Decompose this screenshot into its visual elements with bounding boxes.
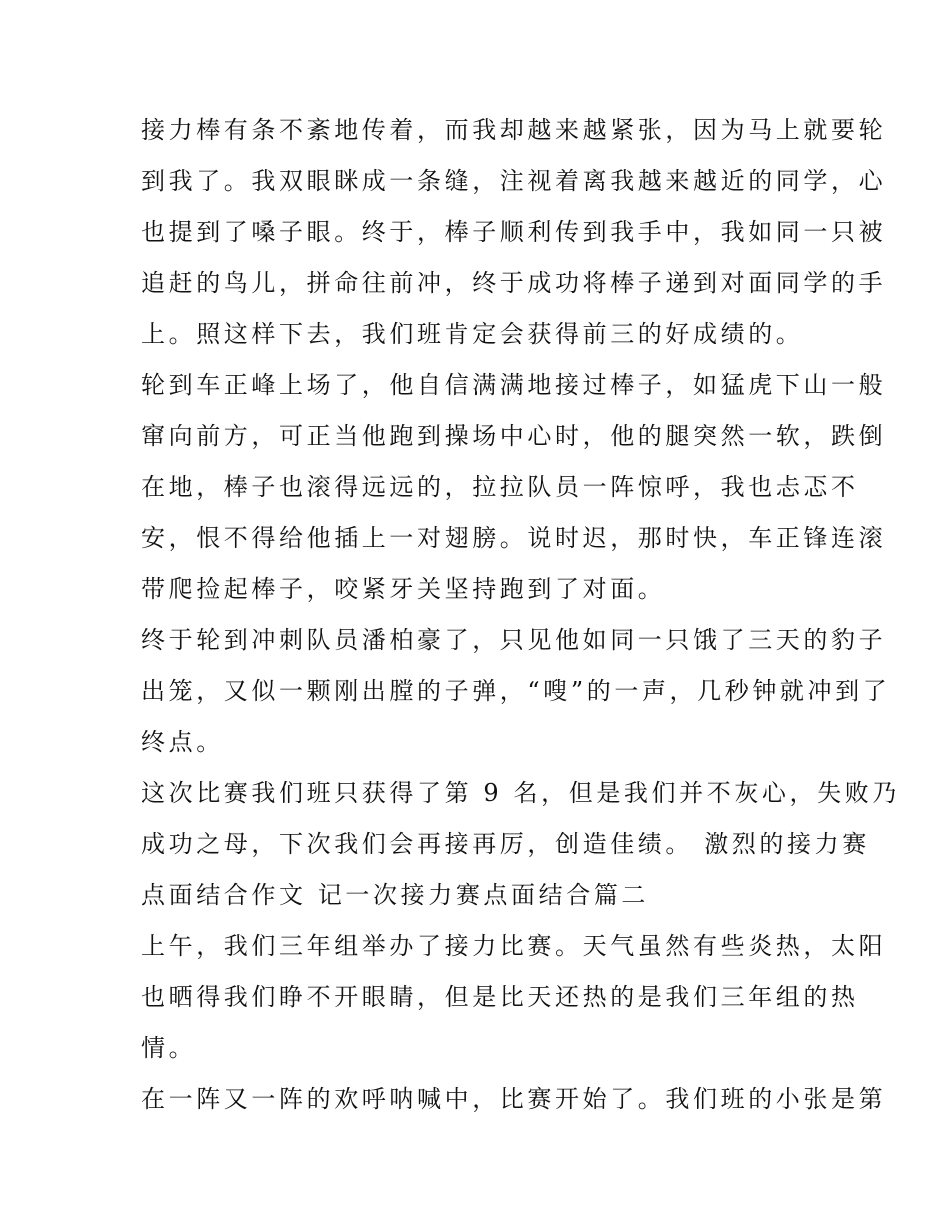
- text-line: 轮到车正峰上场了，他自信满满地接过棒子，如猛虎下山一般: [141, 371, 887, 399]
- text-line: 上午，我们三年组举办了接力比赛。天气虽然有些炎热，太阳: [141, 932, 887, 960]
- text-line: 成功之母，下次我们会再接再厉，创造佳绩。 激烈的接力赛: [141, 830, 870, 858]
- text-line: 接力棒有条不紊地传着，而我却越来越紧张，因为马上就要轮: [141, 116, 887, 144]
- text-line: 追赶的鸟儿，拼命往前冲，终于成功将棒子递到对面同学的手: [141, 269, 887, 297]
- text-line: 在一阵又一阵的欢呼呐喊中，比赛开始了。我们班的小张是第: [141, 1085, 887, 1113]
- text-line: 到我了。我双眼眯成一条缝，注视着离我越来越近的同学，心: [141, 167, 887, 195]
- text-line: 也晒得我们睁不开眼睛，但是比天还热的是我们三年组的热: [141, 983, 859, 1011]
- text-line: 也提到了嗓子眼。终于，棒子顺利传到我手中，我如同一只被: [141, 218, 887, 246]
- text-line: 终于轮到冲刺队员潘柏豪了，只见他如同一只饿了三天的豹子: [141, 626, 887, 654]
- text-line: 上。照这样下去，我们班肯定会获得前三的好成绩的。: [141, 320, 804, 348]
- text-line: 情。: [141, 1034, 197, 1062]
- text-line: 在地，棒子也滚得远远的，拉拉队员一阵惊呼，我也忐忑不: [141, 473, 859, 501]
- text-line: 点面结合作文 记一次接力赛点面结合篇二: [141, 881, 650, 909]
- text-line: 这次比赛我们班只获得了第 9 名，但是我们并不灰心，失败乃: [141, 779, 900, 807]
- text-line: 带爬捡起棒子，咬紧牙关坚持跑到了对面。: [141, 575, 666, 603]
- text-line: 窜向前方，可正当他跑到操场中心时，他的腿突然一软，跌倒: [141, 422, 887, 450]
- text-line: 安，恨不得给他插上一对翅膀。说时迟，那时快，车正锋连滚: [141, 524, 887, 552]
- text-line: 终点。: [141, 728, 224, 756]
- text-line: 出笼，又似一颗刚出膛的子弹，“嗖”的一声，几秒钟就冲到了: [141, 677, 891, 705]
